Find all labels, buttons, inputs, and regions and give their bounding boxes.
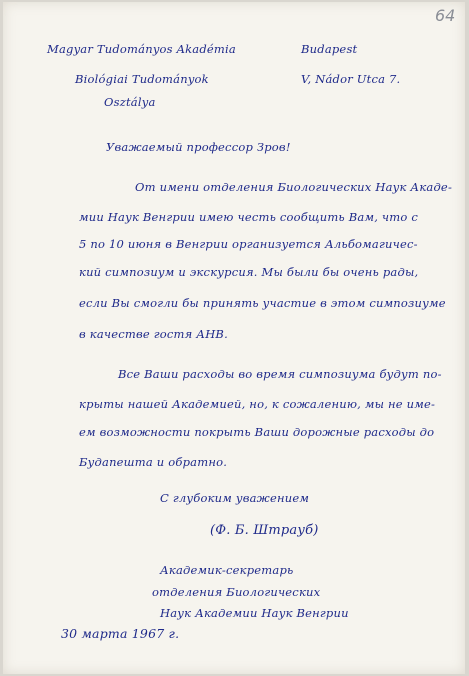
letter-date: 30 марта 1967 г. xyxy=(61,626,180,641)
signature: (Ф. Б. Штрауб) xyxy=(210,523,319,538)
body-line: Будапешта и обратно. xyxy=(79,455,228,469)
addressee-line-3: Osztálya xyxy=(104,95,156,109)
body-line: если Вы смогли бы принять участие в этом симпозиуме xyxy=(79,296,446,310)
body-line: крыты нашей Академией, но, к сожалению, мы не име- xyxy=(79,397,436,411)
signatory-title-line-3: Наук Академии Наук Венгрии xyxy=(160,606,349,620)
body-line: в качестве гостя АНВ. xyxy=(79,327,228,341)
closing: С глубоким уважением xyxy=(160,491,310,505)
address-street: V, Nádor Utca 7. xyxy=(301,72,401,86)
addressee-line-1: Magyar Tudományos Akadémia xyxy=(47,42,236,56)
address-city: Budapest xyxy=(301,42,358,56)
body-line: От имени отделения Биологических Наук Акаде- xyxy=(135,180,453,194)
body-line: ем возможности покрыть Ваши дорожные расходы до xyxy=(79,425,435,439)
page-number: 64 xyxy=(435,6,456,25)
body-line: мии Наук Венгрии имею честь сообщить Вам, что с xyxy=(79,210,418,224)
letter-sheet xyxy=(3,2,465,674)
signatory-title-line-1: Академик-секретарь xyxy=(160,563,294,577)
body-line: 5 по 10 июня в Венгрии организуется Альбомагичес- xyxy=(79,237,418,251)
body-line: Все Ваши расходы во время симпозиума будут по- xyxy=(118,367,442,381)
signatory-title-line-2: отделения Биологических xyxy=(152,585,321,599)
salutation: Уважаемый профессор Зров! xyxy=(106,140,291,154)
body-line: кий симпозиум и экскурсия. Мы были бы очень рады, xyxy=(79,265,419,279)
addressee-line-2: Biológiai Tudományok xyxy=(75,72,209,86)
